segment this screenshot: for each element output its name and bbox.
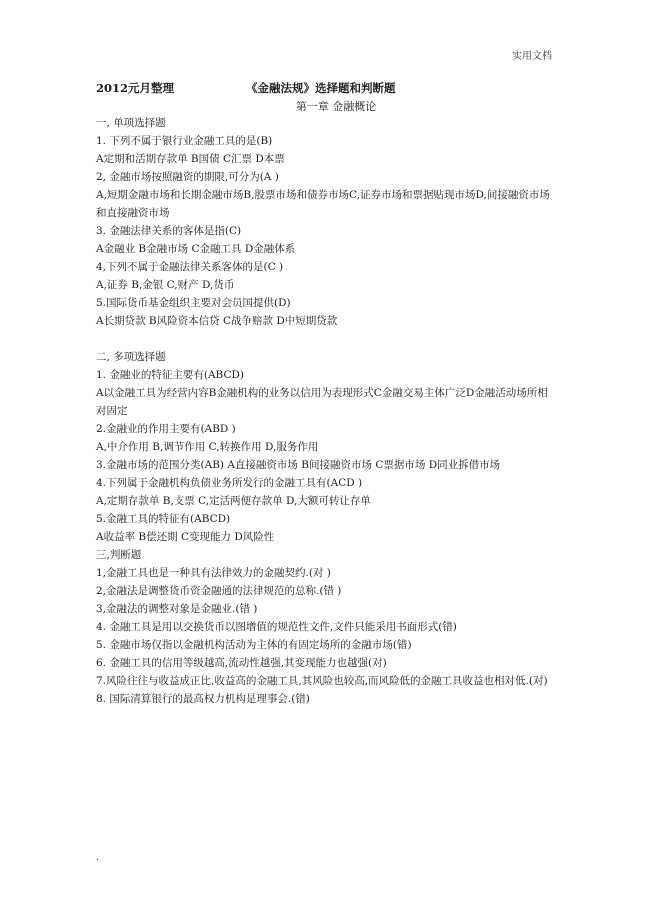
judge-q5: 5. 金融市场仅指以金融机构活动为主体的有固定场所的金融市场(错)	[96, 639, 412, 651]
title-row	[96, 80, 566, 96]
single-q1-options: A定期和活期存款单 B国债 C汇票 D本票	[96, 153, 285, 165]
chapter-title: 第一章 金融概论	[295, 100, 377, 113]
single-q4: 4,下列不属于金融法律关系客体的是(C )	[96, 261, 284, 273]
multi-q5-options: A收益率 B偿还期 C变现能力 D风险性	[96, 531, 275, 543]
judge-q4: 4. 金融工具是用以交换货币以图增值的规范性文件,文件只能采用书面形式(错)	[96, 621, 457, 633]
single-q5: 5.国际货币基金组织主要对会员国提供(D)	[96, 297, 291, 309]
single-q2: 2, 金融市场按照融资的期限,可分为(A )	[96, 171, 279, 183]
single-q3-options: A金融业 B金融市场 C金融工具 D金融体系	[96, 243, 296, 255]
multi-q1-options: A以金融工具为经营内容B金融机构的业务以信用为表现形式C金融交易主体广泛D金融活动场所相对固定	[96, 387, 548, 417]
header-label: 实用文档	[512, 51, 552, 62]
section-heading-single: 一, 单项选择题	[96, 117, 166, 129]
doc-date: 2012元月整理	[96, 81, 175, 95]
multi-q4: 4.下列属于金融机构负债业务所发行的金融工具有(ACD )	[96, 477, 363, 489]
multi-q5: 5.金融工具的特征有(ABCD)	[96, 513, 231, 525]
judge-q7: 7.风险往往与收益成正比,收益高的金融工具,其风险也较高,而风险低的金融工具收益也相对低.(对)	[96, 675, 548, 687]
document-body	[96, 114, 558, 708]
single-q2-options: A,短期金融市场和长期金融市场B,股票市场和债券市场C,证券市场和票据贴现市场D,间接融资市场和直接融资市场	[96, 189, 550, 219]
single-q4-options: A,证券 B,金银 C,财产 D,货币	[96, 279, 235, 291]
single-q1: 1. 下列不属于银行业金融工具的是(B)	[96, 135, 273, 147]
multi-q3: 3.金融市场的范围分类(AB) A直接融资市场 B间接融资市场 C票据市场 D同业拆借市场	[96, 459, 501, 471]
multi-q2-options: A,中介作用 B,调节作用 C,转换作用 D,服务作用	[96, 441, 319, 453]
multi-q1: 1. 金融业的特征主要有(ABCD)	[96, 369, 244, 381]
single-q3: 3. 金融法律关系的客体是指(C)	[96, 225, 242, 237]
judge-q2: 2,金融法是调整货币资金融通的法律规范的总称.(错 )	[96, 585, 342, 597]
section-heading-multi: 二, 多项选择题	[96, 351, 166, 363]
single-q5-options: A长期贷款 B风险资本信贷 C战争赔款 D中短期贷款	[96, 315, 338, 327]
judge-q1: 1,金融工具也是一种具有法律效力的金融契约.(对 )	[96, 567, 331, 579]
judge-q6: 6. 金融工具的信用等级越高,流动性越强,其变现能力也越强(对)	[96, 657, 387, 669]
section-heading-judge: 三,判断题	[96, 549, 142, 561]
section-gap	[96, 330, 558, 348]
doc-title: 《金融法规》选择题和判断题	[246, 81, 396, 95]
judge-q8: 8. 国际清算银行的最高权力机构是理事会.(错)	[96, 693, 310, 705]
multi-q2: 2.金融业的作用主要有(ABD )	[96, 423, 236, 435]
multi-q4-options: A,定期存款单 B,支票 C,定活两便存款单 D,大额可转让存单	[96, 495, 371, 507]
judge-q3: 3,金融法的调整对象是金融业.(错 )	[96, 603, 258, 615]
footer-mark: .	[96, 852, 100, 863]
